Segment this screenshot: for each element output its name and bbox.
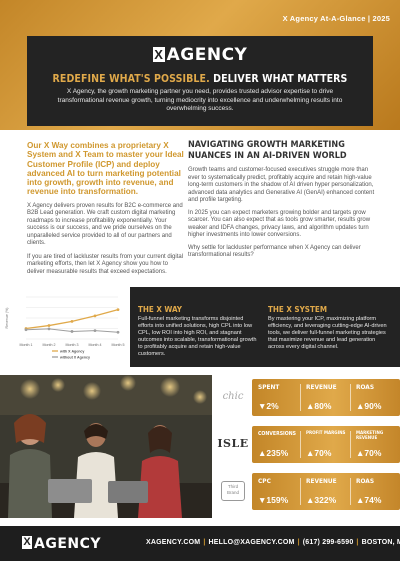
chart-y-axis-label: Revenue (%) [5, 307, 9, 329]
x-system-section [268, 305, 388, 351]
separator: | [203, 539, 206, 546]
separator: | [297, 539, 300, 546]
agency-logo[interactable] [27, 45, 373, 65]
brand-logo-third [214, 469, 252, 512]
headline-white: DELIVER WHAT MATTERS [209, 73, 348, 85]
metric-value: ▲70% [306, 448, 332, 458]
right-column [188, 140, 378, 260]
metric-label: CONVERSIONS [258, 431, 297, 437]
metric-divider [300, 478, 301, 505]
website-link[interactable]: XAGENCY.COM [146, 539, 201, 546]
metric-label: ROAS [356, 383, 375, 391]
hero-headline [27, 73, 373, 85]
x-way-band [130, 287, 400, 367]
logo-x-icon: X [154, 46, 163, 62]
right-title: NAVIGATING GROWTH MARKETING NUANCES IN AN AI-DRIVEN WORLD [188, 140, 347, 161]
chart-x-tick-label: Month 4 [88, 343, 102, 347]
x-way-title: THE X WAY [138, 305, 183, 314]
metric-divider [350, 431, 351, 458]
metric-label: REVENUE [306, 477, 337, 485]
metric-label: PROFIT MARGINS [306, 431, 346, 436]
chart-legend-label: with X Agency [60, 349, 85, 354]
chart-data-point [71, 320, 74, 323]
stats-panel [212, 375, 400, 518]
chart-data-point [94, 329, 97, 332]
chart-data-point [71, 330, 74, 333]
x-system-text: By mastering your ICP, maximizing platform efficiency, and leveraging cutting-edge AI-driven tools, we deliver full-funnel marketing strategies that maximize revenue and lead generation across every digital channel. [268, 316, 387, 350]
left-paragraph-1: X Agency delivers proven results for B2C e-commerce and B2B Lead generation. We craft custom digital marketing roadmaps to increase profitability exponentially. Your success is our success, and we pride ourselves on the unparalleled service provided to all of our partners and clients. [27, 202, 183, 247]
brand-logo-isle [214, 422, 252, 465]
chart-data-point [117, 308, 120, 311]
metric-value: ▼2% [258, 401, 279, 411]
footer-logo-x-icon: X [23, 536, 31, 549]
team-photo [0, 375, 212, 518]
metric-profit-margins [306, 426, 346, 463]
footer-contact [146, 539, 408, 546]
lead-paragraph: Our X Way combines a proprietary X System and X Team to master your Ideal Customer Profile (ICP) and deploy advanced AI to turn marketing potential into growth, growth into revenue, and revenue into transformation. [27, 141, 184, 197]
stat-row-1 [212, 375, 400, 418]
x-way-section [138, 305, 258, 357]
metric-marketing-revenue [356, 426, 398, 463]
chart-x-tick-label: Month 3 [65, 343, 79, 347]
team-photo-illustration [0, 375, 212, 518]
chart-data-point [25, 328, 28, 331]
metric-value: ▲235% [258, 448, 289, 458]
brand-logo-chic [214, 375, 252, 418]
growth-chart [0, 287, 130, 367]
logo-wordmark: AGENCY [166, 45, 248, 65]
hero-banner [27, 36, 373, 126]
footer-logo[interactable] [22, 535, 101, 553]
metric-divider [300, 384, 301, 411]
metric-value: ▲70% [356, 448, 382, 458]
growth-chart-panel [0, 287, 130, 367]
chart-x-tick-label: Month 5 [111, 343, 125, 347]
left-column [27, 141, 187, 276]
stat-card-1 [252, 379, 400, 416]
chart-data-point [117, 331, 120, 334]
metric-value: ▲80% [306, 401, 332, 411]
x-way-text: Full-funnel marketing transforms disjointed efforts into unified solutions, high CPL into low CPL, low ROI into high ROI, and stagnant outcomes into scalable, transformational growth to profitably acquire and retain high-value customers. [138, 316, 257, 357]
metric-label: ROAS [356, 477, 375, 485]
headline-gold: REDEFINE WHAT'S POSSIBLE. [52, 73, 210, 85]
chart-x-tick-label: Month 2 [42, 343, 56, 347]
third-brand-badge [221, 481, 245, 501]
chart-x-tick-label: Month 1 [19, 343, 33, 347]
right-paragraph-2: In 2025 you can expect marketers growing bolder and targets grow scarcer. You can also expect that as tools grow smarter, results grow weaker and IDFA changes, privacy laws, and algorithm updates turn higher investments into lower conversions. [188, 209, 371, 238]
metric-value: ▲90% [356, 401, 382, 411]
stat-row-2 [212, 422, 400, 465]
x-system-title: THE X SYSTEM [268, 305, 327, 314]
stat-card-3 [252, 473, 400, 510]
metric-value: ▲322% [306, 495, 337, 505]
metric-label: SPENT [258, 383, 280, 391]
brand-isle-text: ISLE [217, 437, 249, 450]
stat-card-2 [252, 426, 400, 463]
chart-series-line [26, 310, 118, 329]
metric-divider [300, 431, 301, 458]
email-link[interactable]: HELLO@XAGENCY.COM [208, 539, 295, 546]
stat-row-3 [212, 469, 400, 512]
chart-data-point [48, 328, 51, 331]
separator: | [356, 539, 359, 546]
metric-divider [350, 478, 351, 505]
footer [0, 526, 408, 561]
metric-divider [350, 384, 351, 411]
third-brand-text: Third Brand [226, 483, 239, 495]
metric-label: REVENUE [306, 383, 337, 391]
phone-link[interactable]: (617) 299-6590 [302, 539, 354, 546]
metric-label: CPC [258, 477, 271, 485]
document-tag: X Agency At-A-Glance | 2025 [282, 14, 390, 23]
brand-chic-text: chic [222, 391, 244, 402]
footer-logo-wordmark: AGENCY [34, 535, 102, 552]
left-paragraph-2: If you are tired of lackluster results from your current digital marketing efforts, then let X Agency show you how to deliver measurable results that exceed expectations. [27, 253, 184, 275]
metric-label: MARKETING REVENUE [356, 431, 384, 442]
metric-value: ▲74% [356, 495, 382, 505]
metric-value: ▼159% [258, 495, 289, 505]
chart-data-point [94, 315, 97, 318]
right-paragraph-3: Why settle for lackluster performance when X Agency can deliver transformational results? [188, 244, 361, 258]
right-paragraph-1: Growth teams and customer-focused executives struggle more than ever to systematically predict, profitably acquire and retain high-value long-term customers in the shadow of AI driven hyper personalization, advanced data analytics and Generative AI (GenAI) enhanced content and profile targeting. [188, 167, 375, 203]
chart-data-point [48, 324, 51, 327]
hero-intro: X Agency, the growth marketing partner you need, provides trusted advisor expertise to drive transformational revenue growth, turning mediocrity into excellence and underwhelming results into overwhelming success. [57, 88, 343, 112]
location-text: BOSTON, MA [361, 539, 408, 546]
chart-legend-label: without X Agency [60, 355, 91, 360]
